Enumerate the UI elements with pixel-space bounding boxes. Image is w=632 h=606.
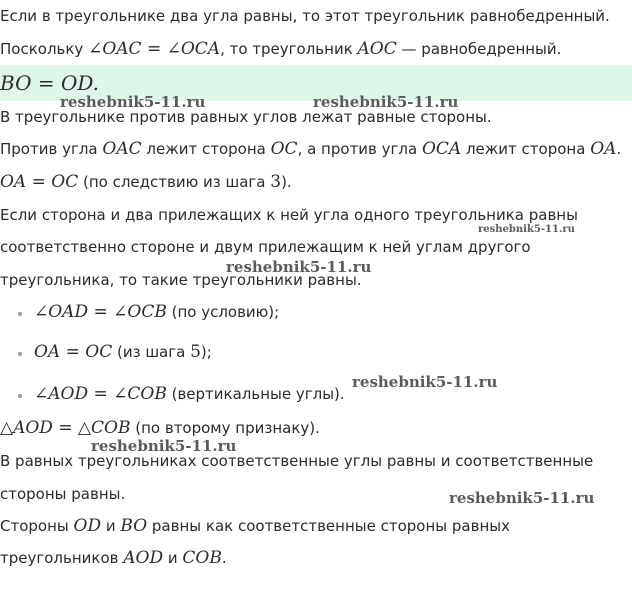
math-number: 5 [190,342,201,362]
watermark: reshebnik5-11.ru [313,93,459,111]
text: лежит сторона [461,140,591,158]
paragraph-8-line-1: В равных треугольниках соответственные углы равны и соответственные [0,452,594,470]
text: Против угла [0,140,103,158]
text: В треугольнике против равных углов лежат равные стороны. [0,108,492,126]
bullet-item-2 [34,342,212,362]
text: лежит сторона [141,140,271,158]
math: BO [120,516,148,536]
text: . [221,549,227,567]
paragraph-1 [0,6,610,26]
paragraph-5 [0,172,292,192]
bullet-dot [18,394,22,398]
bullet-item-1 [34,302,279,322]
math: OA = OC [0,172,79,192]
text: (по второму признаку). [130,419,320,437]
math: OD [73,516,102,536]
text: и [101,517,121,535]
math: OC [270,139,298,159]
math: OA = OC [34,342,113,362]
text: Стороны [0,517,74,535]
paragraph-6-line-1: Если сторона и два прилежащих к ней угла одного треугольника равны [0,206,578,224]
watermark: reshebnik5-11.ru [60,93,206,111]
text: Поскольку [0,40,89,58]
text: треугольников [0,549,124,567]
paragraph-4 [0,139,621,159]
math-number: 3 [270,172,282,192]
math: ∠AOD = ∠COB [34,384,167,404]
text: и [163,549,183,567]
paragraph-9-line-2 [0,548,227,568]
watermark: reshebnik5-11.ru [226,258,372,276]
math: OAC [102,139,142,159]
math: OCA [421,139,462,159]
text: (по условию); [166,303,280,321]
text: (вертикальные углы). [166,385,345,403]
bullet-dot [18,312,22,316]
paragraph-9-line-1 [0,516,510,536]
math: COB [182,548,222,568]
paragraph-6-line-3: треугольника, то такие треугольники равны. [0,271,362,289]
text: равны как соответственные стороны равных [147,517,510,535]
text: (по следствию из шага [78,173,271,191]
text: , а против угла [297,140,422,158]
bullet-dot [18,352,22,356]
paragraph-2 [0,39,561,59]
text: (из шага [112,343,191,361]
text: , то треугольник [220,40,358,58]
paragraph-8-line-2: стороны равны. [0,485,126,503]
text: ); [200,343,212,361]
watermark: reshebnik5-11.ru [478,224,575,235]
math: △AOD = △COB [0,418,131,438]
text: . [616,140,622,158]
paragraph-6-line-2: соответственно стороне и двум прилежащим к ней углам другого [0,238,531,256]
math: ∠OAD = ∠OCB [34,302,167,322]
text: — равнобедренный. [396,40,562,58]
math: OA [590,139,617,159]
paragraph-7 [0,418,320,438]
watermark: reshebnik5-11.ru [449,489,595,507]
text: Если в треугольнике два угла равны, то этот треугольник равнобедренный. [0,7,610,25]
math-angles: ∠OAC = ∠OCA [88,39,221,59]
math: AOD [123,548,164,568]
math-triangle: AOC [357,39,397,59]
text: ). [281,173,292,191]
watermark: reshebnik5-11.ru [91,437,237,455]
watermark: reshebnik5-11.ru [352,373,498,391]
highlight-math: BO = OD. [0,71,100,95]
bullet-item-3 [34,384,345,404]
